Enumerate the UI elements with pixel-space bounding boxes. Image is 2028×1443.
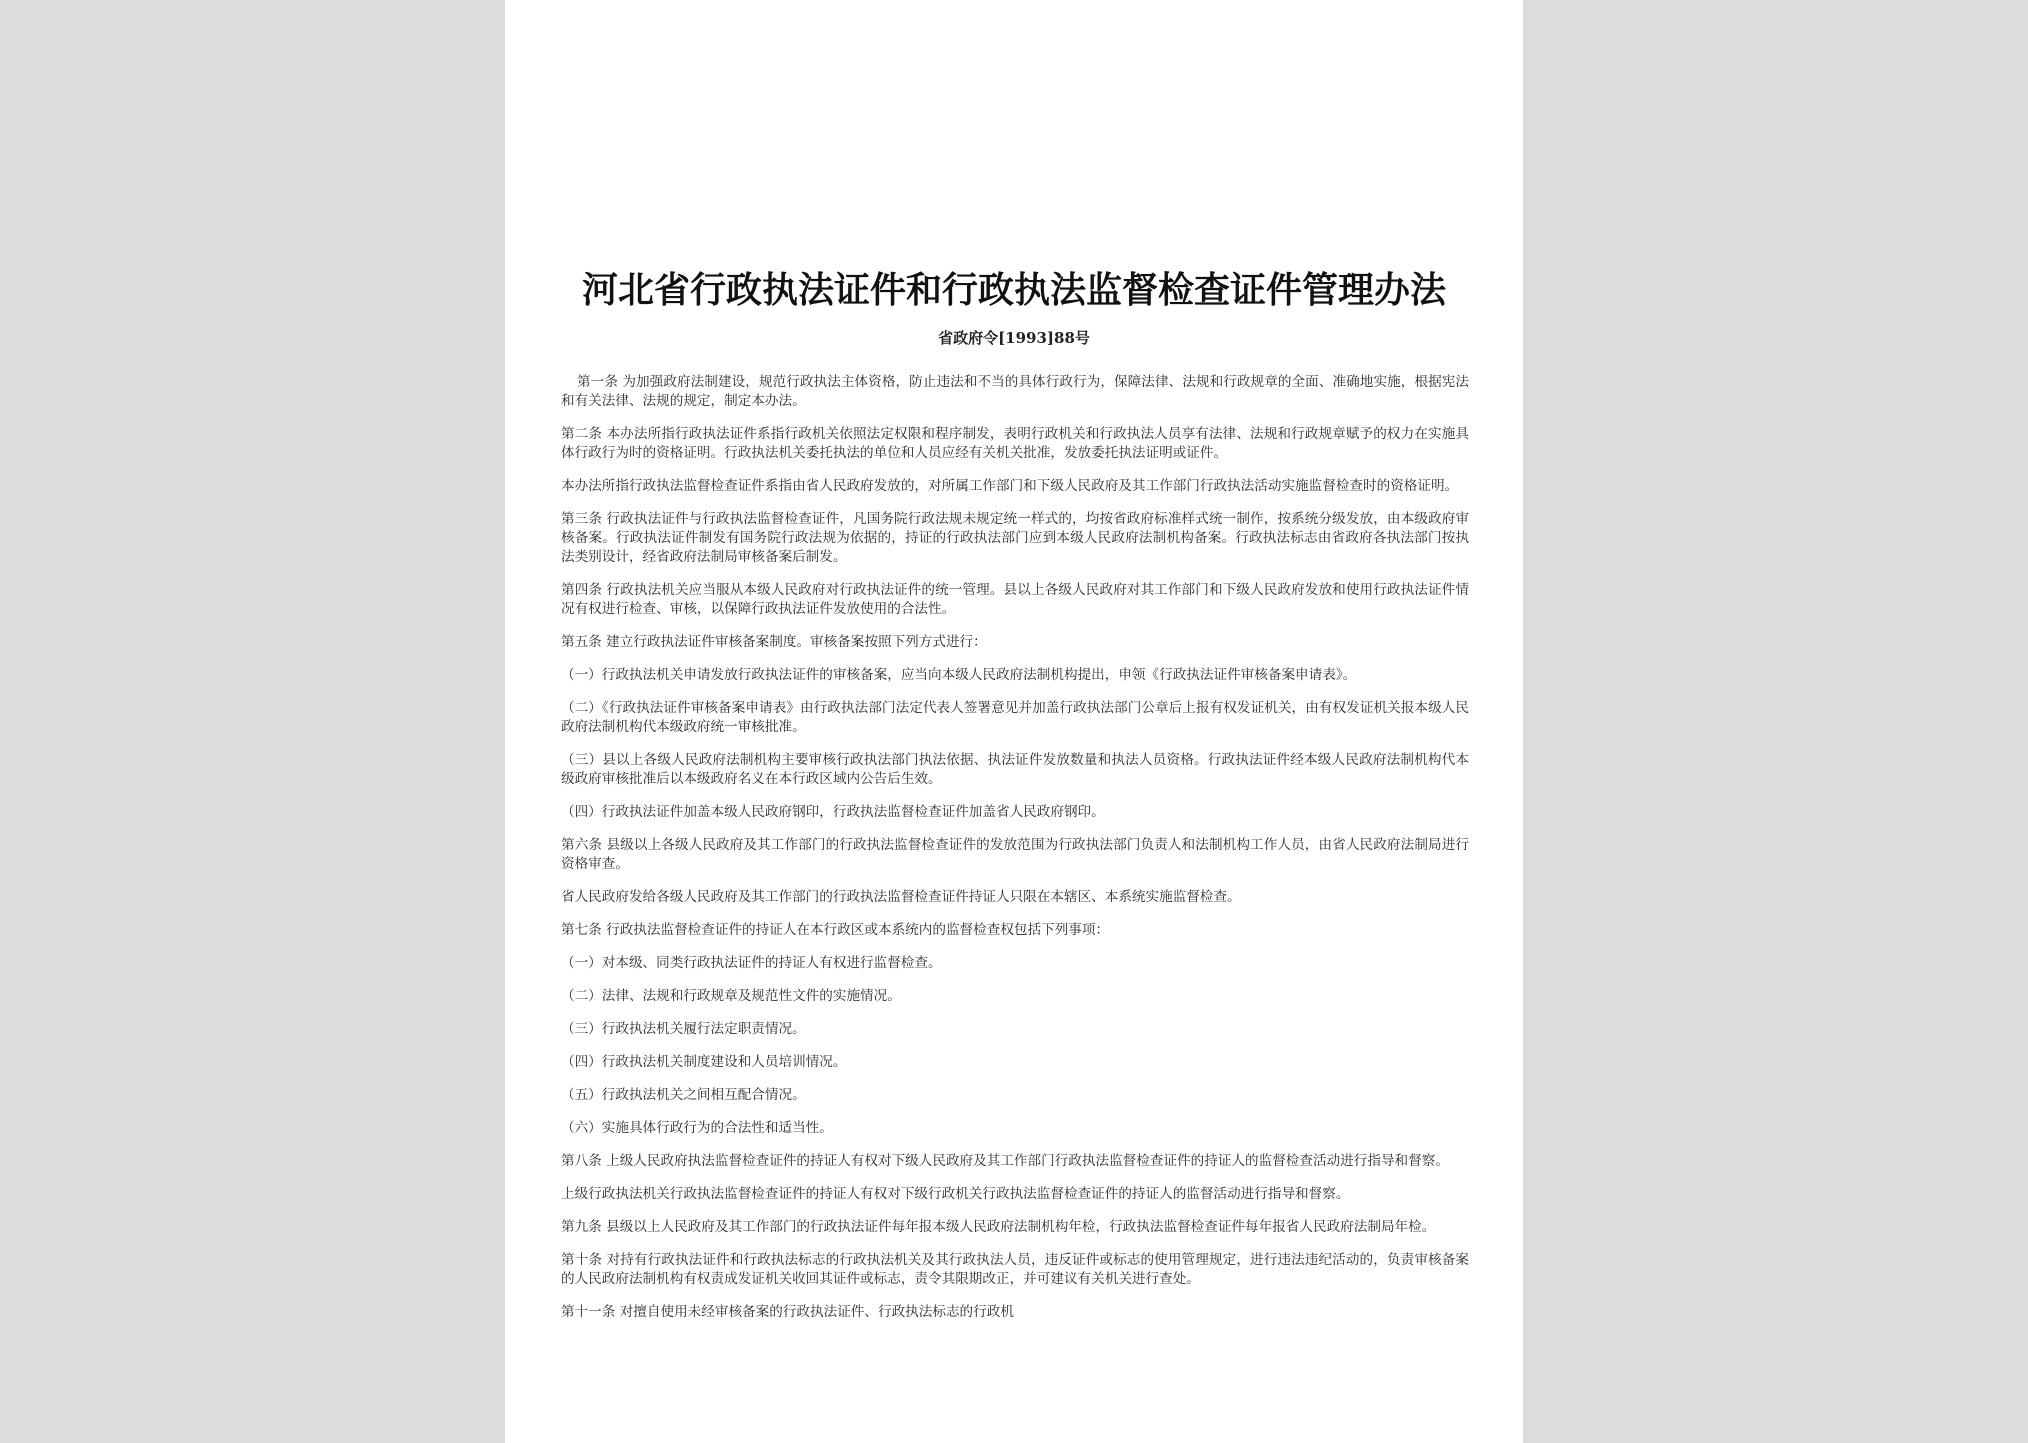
paragraph-item: （三）县以上各级人民政府法制机构主要审核行政执法部门执法依据、执法证件发放数量和执法人员资格。行政执法证件经本级人民政府法制机构代本级政府审核批准后以本级政府名义在本行政区域内公告后生效。 bbox=[561, 752, 1469, 787]
paragraph-item: （二）法律、法规和行政规章及规范性文件的实施情况。 bbox=[561, 988, 901, 1004]
document-title: 河北省行政执法证件和行政执法监督检查证件管理办法 bbox=[581, 269, 1446, 311]
paragraph: 上级行政执法机关行政执法监督检查证件的持证人有权对下级行政机关行政执法监督检查证件的持证人的监督活动进行指导和督察。 bbox=[561, 1186, 1350, 1202]
paragraph-item: （四）行政执法机关制度建设和人员培训情况。 bbox=[561, 1054, 847, 1070]
document-body bbox=[561, 373, 1469, 1336]
paragraph-item: （一）对本级、同类行政执法证件的持证人有权进行监督检查。 bbox=[561, 955, 942, 971]
document-subtitle: 省政府令[1993]88号 bbox=[938, 329, 1090, 347]
paragraph-item: （六）实施具体行政行为的合法性和适当性。 bbox=[561, 1120, 833, 1136]
paragraph-item: （二）《行政执法证件审核备案申请表》由行政执法部门法定代表人签署意见并加盖行政执法部门公章后上报有权发证机关，由有权发证机关报本级人民政府法制机构代本级政府统一审核批准。 bbox=[561, 700, 1469, 735]
paragraph-item: （五）行政执法机关之间相互配合情况。 bbox=[561, 1087, 806, 1103]
paragraph: 本办法所指行政执法监督检查证件系指由省人民政府发放的，对所属工作部门和下级人民政府及其工作部门行政执法活动实施监督检查时的资格证明。 bbox=[561, 478, 1459, 494]
paragraph-article-1: 第一条 为加强政府法制建设，规范行政执法主体资格，防止违法和不当的具体行政行为，保障法律、法规和行政规章的全面、准确地实施，根据宪法和有关法律、法规的规定，制定本办法。 bbox=[561, 374, 1469, 409]
document-page bbox=[505, 0, 1523, 1443]
paragraph-item: （四）行政执法证件加盖本级人民政府钢印，行政执法监督检查证件加盖省人民政府钢印。 bbox=[561, 804, 1105, 820]
paragraph-article-2: 第二条 本办法所指行政执法证件系指行政机关依照法定权限和程序制发，表明行政机关和行政执法人员享有法律、法规和行政规章赋予的权力在实施具体行政行为时的资格证明。行政执法机关委托执法的单位和人员应经有关机关批准，发放委托执法证明或证件。 bbox=[561, 426, 1469, 461]
paragraph: 省人民政府发给各级人民政府及其工作部门的行政执法监督检查证件持证人只限在本辖区、本系统实施监督检查。 bbox=[561, 889, 1241, 905]
paragraph-article-5: 第五条 建立行政执法证件审核备案制度。审核备案按照下列方式进行： bbox=[561, 634, 987, 650]
paragraph-article-7: 第七条 行政执法监督检查证件的持证人在本行政区或本系统内的监督检查权包括下列事项： bbox=[561, 922, 1110, 938]
paragraph-item: （三）行政执法机关履行法定职责情况。 bbox=[561, 1021, 806, 1037]
paragraph-article-8: 第八条 上级人民政府执法监督检查证件的持证人有权对下级人民政府及其工作部门行政执法监督检查证件的持证人的监督检查活动进行指导和督察。 bbox=[561, 1153, 1449, 1169]
paragraph-article-4: 第四条 行政执法机关应当服从本级人民政府对行政执法证件的统一管理。县以上各级人民政府对其工作部门和下级人民政府发放和使用行政执法证件情况有权进行检查、审核，以保障行政执法证件发放使用的合法性。 bbox=[561, 582, 1469, 617]
paragraph-article-10: 第十条 对持有行政执法证件和行政执法标志的行政执法机关及其行政执法人员，违反证件或标志的使用管理规定，进行违法违纪活动的，负责审核备案的人民政府法制机构有权责成发证机关收回其证件或标志，责令其限期改正，并可建议有关机关进行查处。 bbox=[561, 1252, 1469, 1287]
paragraph-article-11: 第十一条 对擅自使用未经审核备案的行政执法证件、行政执法标志的行政机 bbox=[561, 1304, 1014, 1320]
paragraph-article-9: 第九条 县级以上人民政府及其工作部门的行政执法证件每年报本级人民政府法制机构年检，行政执法监督检查证件每年报省人民政府法制局年检。 bbox=[561, 1219, 1436, 1235]
paragraph-article-6: 第六条 县级以上各级人民政府及其工作部门的行政执法监督检查证件的发放范围为行政执法部门负责人和法制机构工作人员，由省人民政府法制局进行资格审查。 bbox=[561, 837, 1469, 872]
paragraph-article-3: 第三条 行政执法证件与行政执法监督检查证件，凡国务院行政法规未规定统一样式的，均按省政府标准样式统一制作，按系统分级发放，由本级政府审核备案。行政执法证件制发有国务院行政法规为依据的，持证的行政执法部门应到本级人民政府法制机构备案。行政执法标志由省政府各执法部门按执法类别设计，经省政府法制局审核备案后制发。 bbox=[561, 511, 1469, 565]
paragraph-item: （一）行政执法机关申请发放行政执法证件的审核备案，应当向本级人民政府法制机构提出，申领《行政执法证件审核备案申请表》。 bbox=[561, 667, 1357, 683]
